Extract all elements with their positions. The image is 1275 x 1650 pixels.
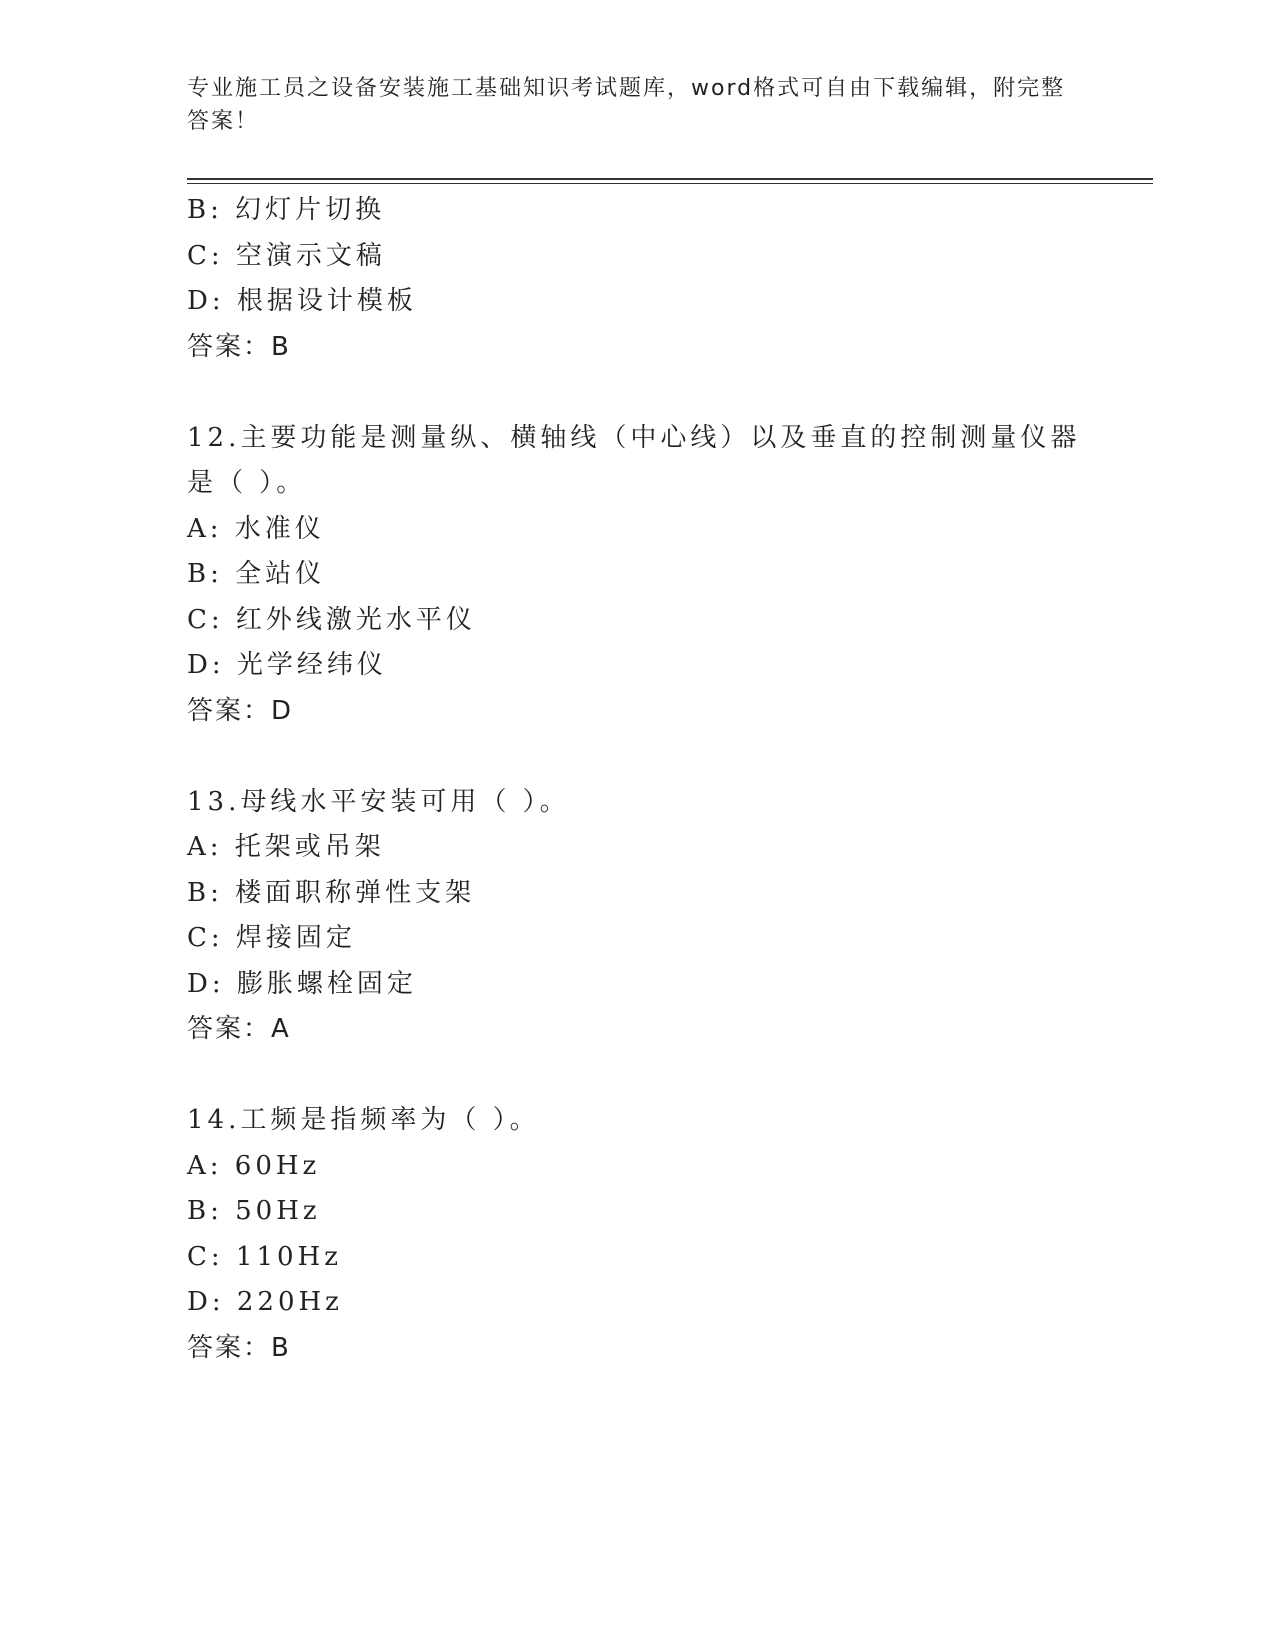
option-b: B: 幻灯片切换 [187, 195, 386, 225]
option-c: C: 焊接固定 [187, 923, 356, 953]
answer-line: 答案：D [187, 695, 294, 726]
question-12 [187, 416, 1087, 735]
answer-line: 答案：A [187, 1014, 291, 1044]
answer-line: 答案：B [187, 1332, 291, 1363]
question-content [187, 188, 1087, 1371]
question-13 [187, 780, 1087, 1053]
question-title: 14.工频是指频率为（ ）。 [187, 1105, 540, 1135]
question-title: 13.母线水平安装可用（ ）。 [187, 786, 570, 817]
option-a: A: 60Hz [187, 1150, 321, 1181]
option-d: D: 膨胀螺栓固定 [187, 968, 417, 999]
option-a: A: 水准仪 [187, 513, 325, 544]
option-c: C: 空演示文稿 [187, 240, 386, 271]
option-d: D: 光学经纬仪 [187, 650, 387, 680]
header-rule-thin [187, 183, 1153, 184]
option-b: B: 全站仪 [187, 559, 326, 589]
option-d: D: 220Hz [187, 1287, 343, 1317]
header-rule-thick [187, 178, 1153, 180]
option-b: B: 50Hz [187, 1196, 321, 1226]
option-c: C: 110Hz [187, 1241, 342, 1272]
document-header: 专业施工员之设备安装施工基础知识考试题库，word格式可自由下载编辑，附完整答案！ [187, 76, 1066, 134]
option-b: B: 楼面职称弹性支架 [187, 877, 476, 908]
prev-question-tail [187, 188, 1087, 370]
question-14 [187, 1098, 1087, 1371]
option-a: A: 托架或吊架 [187, 832, 385, 862]
answer-line: 答案：B [187, 331, 291, 362]
option-d: D: 根据设计模板 [187, 286, 417, 316]
option-c: C: 红外线激光水平仪 [187, 604, 476, 635]
question-title: 12.主要功能是测量纵、横轴线（中心线）以及垂直的控制测量仪器是（ ）。 [187, 422, 1081, 498]
